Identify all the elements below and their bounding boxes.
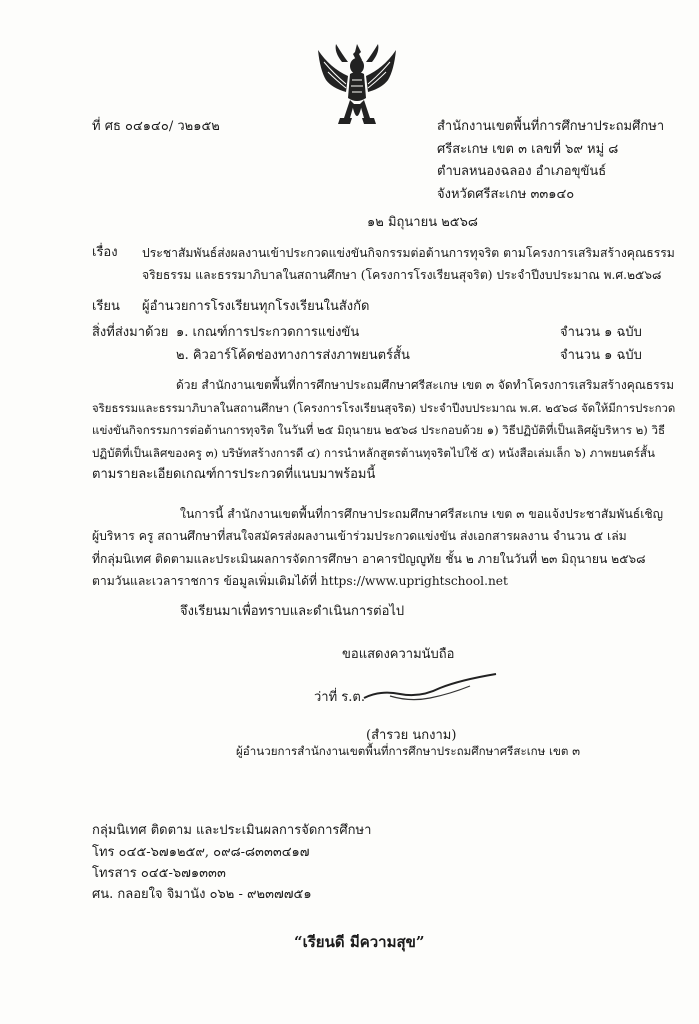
address-line-1: สำนักงานเขตพื้นที่การศึกษาประถมศึกษา xyxy=(437,119,665,134)
address-line-3: ตำบลหนองฉลอง อำเภอขุขันธ์ xyxy=(437,164,607,179)
paragraph-2-line-4: ตามวันและเวลาราชการ ข้อมูลเพิ่มเติมได้ที่ https://www.uprightschool.net xyxy=(92,574,508,588)
supervisor-contact: ศน. กลอยใจ จิมานัง ๐๖๒ - ๙๒๓๗๗๕๑ xyxy=(92,887,312,902)
letter-date: ๑๒ มิถุนายน ๒๕๖๘ xyxy=(367,215,478,230)
garuda-emblem-icon xyxy=(312,40,402,136)
closing-salutation: ขอแสดงความนับถือ xyxy=(342,647,455,662)
paragraph-2-line-3: ที่กลุ่มนิเทศ ติดตามและประเมินผลการจัดการศึกษา อาคารปัญญูทัย ชั้น ๒ ภายในวันที่ ๒๓ มิถุนายน ๒๕๖๘ xyxy=(92,552,646,566)
closing-request: จึงเรียนมาเพื่อทราบและดำเนินการต่อไป xyxy=(180,604,405,619)
school-motto: “เรียนดี มีความสุข” xyxy=(294,933,425,951)
enclosure-label: สิ่งที่ส่งมาด้วย xyxy=(92,325,169,340)
enclosure-qty-2: จำนวน ๑ ฉบับ xyxy=(560,348,642,363)
signature-image xyxy=(360,668,500,710)
paragraph-1-line-5: ตามรายละเอียดเกณฑ์การประกวดที่แนบมาพร้อมนี้ xyxy=(92,467,376,482)
paragraph-1-line-4: ปฏิบัติที่เป็นเลิศของครู ๓) บริษัทสร้างการดี ๔) การนำหลักสูตรต้านทุจริตไปใช้ ๕) หนังสือเล่มเล็ก ๖) ภาพยนตร์สั้น xyxy=(92,446,655,460)
phone-number: โทร ๐๔๕-๖๗๑๒๕๙, ๐๙๘-๘๓๓๓๔๑๗ xyxy=(92,845,310,860)
enclosure-item-1: ๑. เกณฑ์การประกวดการแข่งขัน xyxy=(176,325,360,340)
subject-label: เรื่อง xyxy=(92,245,118,260)
signer-title: ผู้อำนวยการสำนักงานเขตพื้นที่การศึกษาประถมศึกษาศรีสะเกษ เขต ๓ xyxy=(236,744,581,758)
paragraph-1-line-1: ด้วย สำนักงานเขตพื้นที่การศึกษาประถมศึกษาศรีสะเกษ เขต ๓ จัดทำโครงการเสริมสร้างคุณธรรม xyxy=(176,378,675,392)
acting-rank: ว่าที่ ร.ต. xyxy=(314,690,365,705)
paragraph-2-line-1: ในการนี้ สำนักงานเขตพื้นที่การศึกษาประถมศึกษาศรีสะเกษ เขต ๓ ขอแจ้งประชาสัมพันธ์เชิญ xyxy=(180,507,664,521)
enclosure-item-2: ๒. คิวอาร์โค้ดช่องทางการส่งภาพยนตร์สั้น xyxy=(176,348,410,363)
paragraph-2-line-2: ผู้บริหาร ครู สถานศึกษาที่สนใจสมัครส่งผลงานเข้าร่วมประกวดแข่งขัน ส่งเอกสารผลงาน จำนวน ๕ เล่ม xyxy=(92,529,627,543)
paragraph-1-line-2: จริยธรรมและธรรมาภิบาลในสถานศึกษา (โครงการโรงเรียนสุจริต) ประจำปีงบประมาณ พ.ศ. ๒๕๖๘ จัดให้มีการประกวด xyxy=(92,401,676,415)
recipient-text: ผู้อำนวยการโรงเรียนทุกโรงเรียนในสังกัด xyxy=(142,299,370,314)
department-name: กลุ่มนิเทศ ติดตาม และประเมินผลการจัดการศึกษา xyxy=(92,823,372,838)
recipient-label: เรียน xyxy=(92,299,120,314)
address-line-2: ศรีสะเกษ เขต ๓ เลขที่ ๖๙ หมู่ ๘ xyxy=(437,142,619,157)
subject-line-1: ประชาสัมพันธ์ส่งผลงานเข้าประกวดแข่งขันกิจกรรมต่อต้านการทุจริต ตามโครงการเสริมสร้างคุณธรรม xyxy=(142,246,675,260)
fax-number: โทรสาร ๐๔๕-๖๗๑๓๓๓ xyxy=(92,866,226,881)
paragraph-1-line-3: แข่งขันกิจกรรมการต่อต้านการทุจริต ในวันที่ ๒๕ มิถุนายน ๒๕๖๘ ประกอบด้วย ๑) วิธีปฏิบัติที่เป็นเลิศผู้บริหาร ๒) วิธี xyxy=(92,423,666,437)
signer-name: (สำรวย นกงาม) xyxy=(366,728,457,743)
address-line-4: จังหวัดศรีสะเกษ ๓๓๑๔๐ xyxy=(437,187,575,202)
document-number: ที่ ศธ ๐๔๑๔๐/ ว๒๑๕๒ xyxy=(92,119,220,134)
subject-line-2: จริยธรรม และธรรมาภิบาลในสถานศึกษา (โครงการโรงเรียนสุจริต) ประจำปีงบประมาณ พ.ศ.๒๕๖๘ xyxy=(142,268,662,282)
enclosure-qty-1: จำนวน ๑ ฉบับ xyxy=(560,325,642,340)
